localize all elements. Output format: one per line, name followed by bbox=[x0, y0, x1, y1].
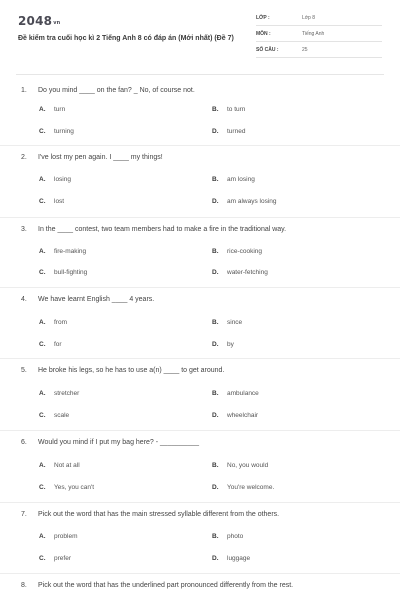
option-letter: D. bbox=[212, 484, 219, 491]
question-number: 5. bbox=[21, 367, 27, 374]
meta-value: 25 bbox=[302, 47, 308, 53]
option-d[interactable] bbox=[212, 198, 277, 205]
option-a[interactable] bbox=[39, 106, 65, 113]
option-text: turned bbox=[227, 128, 246, 135]
option-letter: D. bbox=[212, 269, 219, 276]
option-letter: A. bbox=[39, 533, 46, 540]
option-c[interactable] bbox=[39, 341, 62, 348]
option-letter: C. bbox=[39, 412, 46, 419]
option-letter: C. bbox=[39, 198, 46, 205]
option-letter: C. bbox=[39, 128, 46, 135]
option-b[interactable] bbox=[212, 390, 259, 397]
option-a[interactable] bbox=[39, 176, 71, 183]
meta-key: LỚP : bbox=[256, 15, 270, 21]
option-letter: A. bbox=[39, 176, 46, 183]
option-a[interactable] bbox=[39, 248, 86, 255]
option-text: since bbox=[227, 319, 243, 326]
option-letter: B. bbox=[212, 176, 219, 183]
option-letter: B. bbox=[212, 319, 219, 326]
option-c[interactable] bbox=[39, 198, 64, 205]
question-divider bbox=[0, 430, 400, 431]
meta-value: Lớp 8 bbox=[302, 15, 316, 21]
option-text: am always losing bbox=[227, 198, 277, 205]
option-d[interactable] bbox=[212, 412, 258, 419]
option-text: photo bbox=[227, 533, 244, 540]
option-letter: D. bbox=[212, 198, 219, 205]
option-text: turning bbox=[54, 128, 74, 135]
option-b[interactable] bbox=[212, 106, 245, 113]
option-b[interactable] bbox=[212, 319, 242, 326]
question-number: 1. bbox=[21, 87, 27, 94]
option-letter: C. bbox=[39, 555, 46, 562]
question-number: 4. bbox=[21, 296, 27, 303]
option-text: turn bbox=[54, 106, 66, 113]
option-letter: B. bbox=[212, 462, 219, 469]
meta-row-subject bbox=[256, 28, 382, 42]
option-a[interactable] bbox=[39, 390, 79, 397]
option-b[interactable] bbox=[212, 248, 262, 255]
option-text: problem bbox=[54, 533, 78, 540]
option-text: ambulance bbox=[227, 390, 259, 397]
option-text: stretcher bbox=[54, 390, 80, 397]
document-title: Đề kiểm tra cuối học kì 2 Tiếng Anh 8 có đáp án (Mới nhất) (Đề 7) bbox=[18, 35, 234, 42]
option-text: Yes, you can't bbox=[54, 484, 95, 491]
option-c[interactable] bbox=[39, 269, 87, 276]
option-text: from bbox=[54, 319, 67, 326]
question-text: We have learnt English ____ 4 years. bbox=[38, 296, 155, 303]
question-text: Pick out the word that has the underlined part pronounced differently from the rest. bbox=[38, 582, 294, 589]
logo-suffix: vn bbox=[53, 20, 61, 26]
option-b[interactable] bbox=[212, 462, 268, 469]
question-divider bbox=[0, 502, 400, 503]
question-text: Would you mind if I put my bag here? - __________ bbox=[38, 439, 199, 446]
option-text: Not at all bbox=[54, 462, 80, 469]
option-text: luggage bbox=[227, 555, 251, 562]
page-header bbox=[18, 12, 382, 70]
meta-key: SỐ CÂU : bbox=[256, 47, 279, 53]
option-b[interactable] bbox=[212, 176, 255, 183]
question-divider bbox=[0, 145, 400, 146]
option-c[interactable] bbox=[39, 128, 74, 135]
option-a[interactable] bbox=[39, 319, 67, 326]
option-text: fire-making bbox=[54, 248, 87, 255]
option-text: No, you would bbox=[227, 462, 269, 469]
option-text: to turn bbox=[227, 106, 246, 113]
header-divider bbox=[16, 74, 384, 75]
option-letter: A. bbox=[39, 106, 46, 113]
option-letter: D. bbox=[212, 341, 219, 348]
question-divider bbox=[0, 287, 400, 288]
option-letter: B. bbox=[212, 106, 219, 113]
option-c[interactable] bbox=[39, 412, 69, 419]
option-text: lost bbox=[54, 198, 65, 205]
option-d[interactable] bbox=[212, 341, 234, 348]
option-letter: C. bbox=[39, 341, 46, 348]
option-text: am losing bbox=[227, 176, 255, 183]
question-text: In the ____ contest, two team members had to make a fire in the traditional way. bbox=[38, 226, 287, 233]
option-text: rice-cooking bbox=[227, 248, 263, 255]
option-text: bull-fighting bbox=[54, 269, 88, 276]
option-text: scale bbox=[54, 412, 70, 419]
option-letter: A. bbox=[39, 319, 46, 326]
option-letter: C. bbox=[39, 484, 46, 491]
option-text: prefer bbox=[54, 555, 71, 562]
question-number: 6. bbox=[21, 439, 27, 446]
option-c[interactable] bbox=[39, 484, 94, 491]
option-letter: D. bbox=[212, 412, 219, 419]
question-number: 8. bbox=[21, 582, 27, 589]
question-divider bbox=[0, 217, 400, 218]
question-text: He broke his legs, so he has to use a(n) ____ to get around. bbox=[38, 367, 225, 374]
option-text: losing bbox=[54, 176, 71, 183]
question-text: Pick out the word that has the main stressed syllable different from the others. bbox=[38, 511, 280, 518]
option-letter: B. bbox=[212, 248, 219, 255]
question-text: I've lost my pen again. I ____ my things! bbox=[38, 154, 163, 161]
question-text: Do you mind ____ on the fan? _ No, of course not. bbox=[38, 87, 195, 94]
option-letter: B. bbox=[212, 390, 219, 397]
option-text: You're welcome. bbox=[227, 484, 275, 491]
option-letter: A. bbox=[39, 390, 46, 397]
logo-text: 2048 bbox=[18, 14, 53, 28]
option-text: water-fetching bbox=[227, 269, 268, 276]
question-divider bbox=[0, 358, 400, 359]
option-letter: C. bbox=[39, 269, 46, 276]
option-letter: A. bbox=[39, 462, 46, 469]
question-number: 3. bbox=[21, 226, 27, 233]
option-text: wheelchair bbox=[227, 412, 259, 419]
option-d[interactable] bbox=[212, 269, 268, 276]
question-number: 7. bbox=[21, 511, 27, 518]
option-d[interactable] bbox=[212, 128, 245, 135]
option-letter: A. bbox=[39, 248, 46, 255]
option-letter: B. bbox=[212, 533, 219, 540]
option-b[interactable] bbox=[212, 533, 243, 540]
option-text: by bbox=[227, 341, 234, 348]
site-logo[interactable] bbox=[18, 14, 60, 28]
question-divider bbox=[0, 573, 400, 574]
option-d[interactable] bbox=[212, 555, 250, 562]
option-c[interactable] bbox=[39, 555, 71, 562]
meta-row-count bbox=[256, 44, 382, 58]
meta-value: Tiếng Anh bbox=[302, 31, 325, 37]
option-a[interactable] bbox=[39, 533, 77, 540]
option-d[interactable] bbox=[212, 484, 274, 491]
option-text: for bbox=[54, 341, 62, 348]
question-number: 2. bbox=[21, 154, 27, 161]
meta-key: MÔN : bbox=[256, 31, 271, 37]
option-letter: D. bbox=[212, 555, 219, 562]
meta-row-class bbox=[256, 12, 382, 26]
option-a[interactable] bbox=[39, 462, 80, 469]
option-letter: D. bbox=[212, 128, 219, 135]
